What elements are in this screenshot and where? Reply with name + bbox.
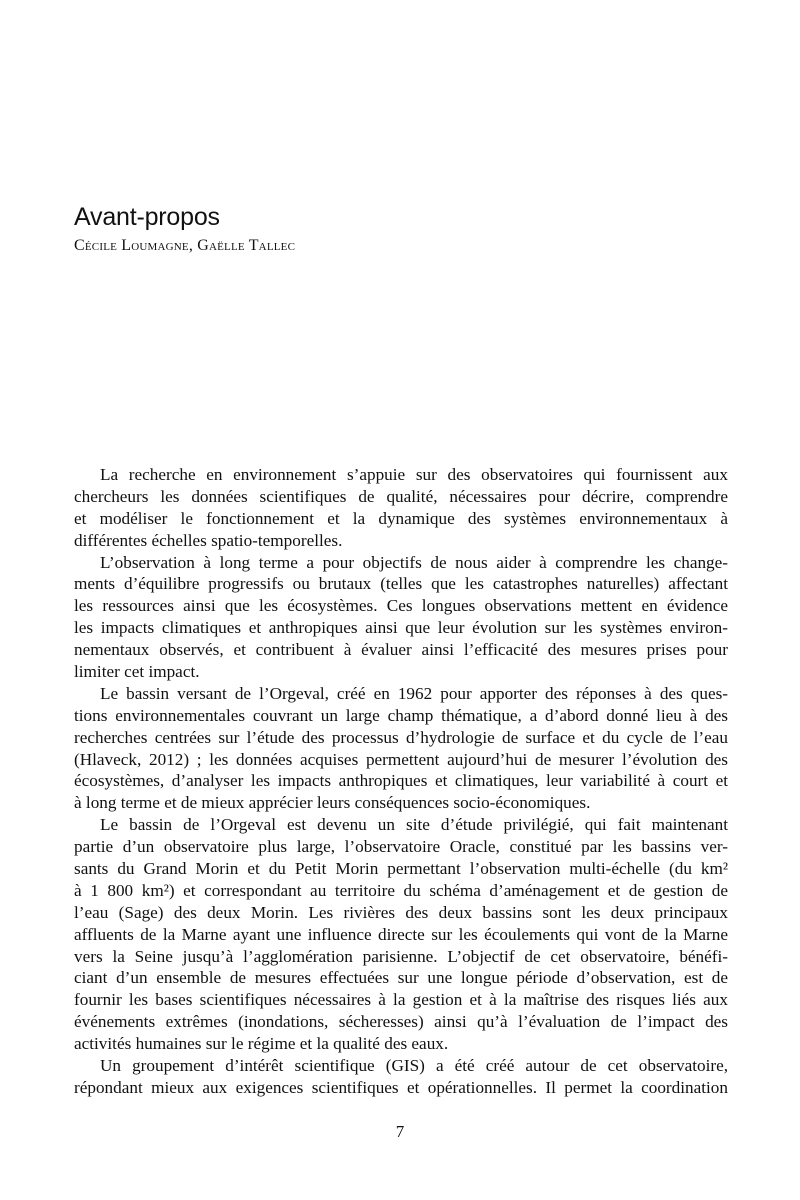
paragraph — [74, 814, 728, 1055]
text-line: à long terme et de mieux apprécier leurs conséquences socio-économiques. — [74, 793, 591, 813]
text-line: répondant mieux aux exigences scientifiques et opérationnelles. Il permet la coordination — [74, 1077, 728, 1097]
paragraph — [74, 1055, 728, 1099]
text-line: Le bassin de l’Orgeval est devenu un site d’étude privilégié, qui fait maintenant — [100, 815, 728, 835]
text-line: chercheurs les données scientifiques de qualité, nécessaires pour décrire, comprendre — [74, 486, 728, 506]
text-line: (Hlaveck, 2012) ; les données acquises permettent aujourd’hui de mesurer l’évolution des — [74, 749, 728, 769]
text-line: recherches centrées sur l’étude des processus d’hydrologie de surface et du cycle de l’eau — [74, 727, 728, 747]
paragraph — [74, 683, 728, 814]
text-line: ments d’équilibre progressifs ou brutaux (telles que les catastrophes naturelles) affectant — [74, 574, 728, 594]
text-line: les impacts climatiques et anthropiques ainsi que leur évolution sur les systèmes environ- — [74, 618, 728, 638]
body-text — [74, 464, 728, 1099]
chapter-title: Avant-propos — [74, 203, 220, 231]
text-line: fournir les bases scientifiques nécessaires à la gestion et à la maîtrise des risques liés aux — [74, 990, 728, 1010]
text-line: et modéliser le fonctionnement et la dynamique des systèmes environnementaux à — [74, 508, 728, 528]
text-line: nementaux observés, et contribuent à évaluer ainsi l’efficacité des mesures prises pour — [74, 640, 728, 660]
text-line: vers la Seine jusqu’à l’agglomération parisienne. L’objectif de cet observatoire, bénéfi- — [74, 946, 728, 966]
text-line: l’eau (Sage) des deux Morin. Les rivières des deux bassins sont les deux principaux — [74, 902, 728, 922]
text-line: écosystèmes, d’analyser les impacts anthropiques et climatiques, leur variabilité à court et — [74, 771, 728, 791]
text-line: les ressources ainsi que les écosystèmes. Ces longues observations mettent en évidence — [74, 596, 728, 616]
text-line: Le bassin versant de l’Orgeval, créé en 1962 pour apporter des réponses à des ques- — [100, 683, 728, 703]
text-line: La recherche en environnement s’appuie sur des observatoires qui fournissent aux — [100, 465, 728, 484]
text-line: à 1 800 km²) et correspondant au territoire du schéma d’aménagement et de gestion de — [74, 880, 728, 900]
text-line: limiter cet impact. — [74, 662, 200, 682]
paragraph — [74, 552, 728, 683]
text-line: partie d’un observatoire plus large, l’observatoire Oracle, constitué par les bassins ver- — [74, 837, 728, 857]
text-line: L’observation à long terme a pour objectifs de nous aider à comprendre les change- — [100, 552, 728, 572]
paragraph — [74, 464, 728, 552]
text-line: sants du Grand Morin et du Petit Morin permettant l’observation multi-échelle (du km² — [74, 859, 728, 879]
text-line: événements extrêmes (inondations, sécheresses) ainsi qu’à l’évaluation de l’impact des — [74, 1012, 728, 1032]
page-number: 7 — [395, 1122, 405, 1141]
text-line: ciant d’un ensemble de mesures effectuées sur une longue période d’observation, est de — [74, 968, 728, 988]
chapter-authors: Cécile Loumagne, Gaëlle Tallec — [74, 237, 296, 254]
text-line: différentes échelles spatio-temporelles. — [74, 530, 343, 550]
text-line: activités humaines sur le régime et la qualité des eaux. — [74, 1034, 449, 1054]
text-line: Un groupement d’intérêt scientifique (GIS) a été créé autour de cet observatoire, — [100, 1056, 728, 1076]
text-line: affluents de la Marne ayant une influence directe sur les écoulements qui vont de la Marne — [74, 924, 728, 944]
text-line: tions environnementales couvrant un large champ thématique, a d’abord donné lieu à des — [74, 705, 728, 725]
